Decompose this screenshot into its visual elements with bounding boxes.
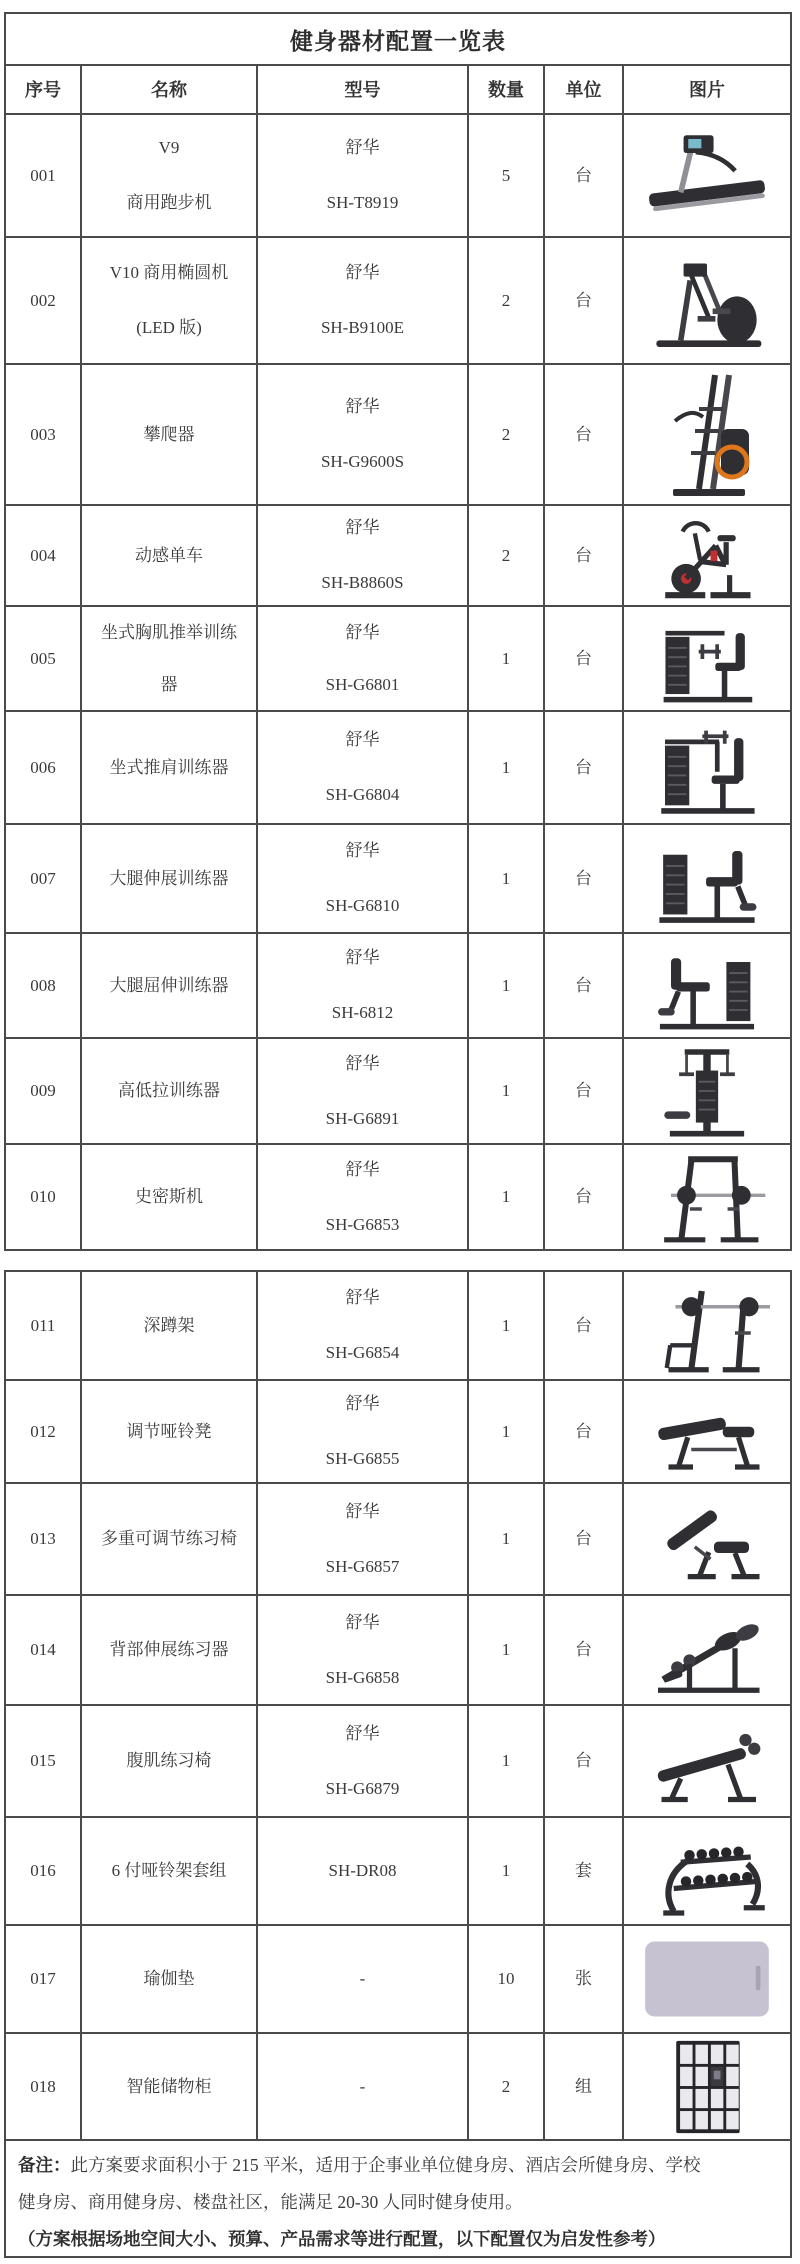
row-unit: 台 xyxy=(545,1145,624,1249)
name-line: 大腿屈伸训练器 xyxy=(109,975,229,995)
model-brand: 舒华 xyxy=(345,1394,380,1413)
row-model xyxy=(258,934,469,1037)
name-line: 多重可调节练习椅 xyxy=(101,1529,237,1548)
model-brand: 舒华 xyxy=(345,263,380,282)
table-row xyxy=(6,712,790,825)
table-row xyxy=(6,365,790,506)
row-name xyxy=(82,506,258,605)
row-quantity: 1 xyxy=(469,825,545,932)
table-row xyxy=(6,934,790,1039)
row-unit: 台 xyxy=(545,115,624,236)
name-line: V10 商用椭圆机 xyxy=(109,263,229,282)
row-serial: 007 xyxy=(6,825,82,932)
row-image-cell xyxy=(624,1039,790,1143)
row-model xyxy=(258,825,469,932)
name-line: 调节哑铃凳 xyxy=(126,1421,212,1441)
row-serial: 011 xyxy=(6,1272,82,1379)
model-brand: 舒华 xyxy=(345,1612,380,1632)
name-line: 背部伸展练习器 xyxy=(109,1640,229,1659)
model-brand: 舒华 xyxy=(345,138,380,157)
row-name xyxy=(82,2034,258,2139)
row-model xyxy=(258,1145,469,1249)
row-name xyxy=(82,1818,258,1924)
row-unit: 套 xyxy=(545,1818,624,1924)
notes-line-1 xyxy=(18,2147,778,2184)
header-image: 图片 xyxy=(689,79,725,100)
model-brand: 舒华 xyxy=(345,622,380,642)
name-line: 坐式推肩训练器 xyxy=(109,757,229,777)
row-model xyxy=(258,712,469,823)
row-serial: 015 xyxy=(6,1706,82,1816)
row-quantity: 1 xyxy=(469,1706,545,1816)
row-name xyxy=(82,934,258,1037)
table-row xyxy=(6,607,790,712)
row-model xyxy=(258,1926,469,2032)
name-line: 腹肌练习椅 xyxy=(126,1751,212,1770)
row-unit: 台 xyxy=(545,365,624,504)
row-quantity: 1 xyxy=(469,1484,545,1594)
row-image-cell xyxy=(624,934,790,1037)
climber-image xyxy=(637,369,777,501)
table-row xyxy=(6,1145,790,1249)
row-model xyxy=(258,365,469,504)
notes-text: 此方案要求面积小于 215 平米，适用于企事业单位健身房、酒店会所健身房、学校 xyxy=(70,2155,701,2175)
row-quantity: 10 xyxy=(469,1926,545,2032)
yoga-mat-image xyxy=(632,1930,782,2028)
row-serial: 003 xyxy=(6,365,82,504)
row-serial: 018 xyxy=(6,2034,82,2139)
row-serial: 012 xyxy=(6,1381,82,1482)
table-row xyxy=(6,1818,790,1926)
chest-press-machine-image xyxy=(637,611,777,707)
row-quantity: 1 xyxy=(469,1596,545,1704)
name-line: 史密斯机 xyxy=(135,1187,203,1206)
row-image-cell xyxy=(624,1926,790,2032)
notes-line-3: （方案根据场地空间大小、预算、产品需求等进行配置，以下配置仅为启发性参考） xyxy=(18,2229,666,2249)
table-row xyxy=(6,506,790,607)
row-unit: 台 xyxy=(545,934,624,1037)
row-image-cell xyxy=(624,1272,790,1379)
model-brand: 舒华 xyxy=(345,518,380,537)
model-brand: 舒华 xyxy=(345,397,380,416)
row-serial: 008 xyxy=(6,934,82,1037)
name-line: 深蹲架 xyxy=(143,1315,195,1335)
model-code: SH-G6853 xyxy=(325,1214,400,1234)
row-model xyxy=(258,1039,469,1143)
dumbbell-rack-image xyxy=(637,1821,777,1921)
notes-line-2: 健身房、商用健身房、楼盘社区，能满足 20-30 人同时健身使用。 xyxy=(18,2192,523,2212)
smart-locker-image xyxy=(647,2037,767,2137)
row-name xyxy=(82,607,258,710)
equipment-table xyxy=(4,12,792,2258)
row-unit: 台 xyxy=(545,238,624,363)
spin-bike-image xyxy=(637,509,777,603)
header-quantity: 数量 xyxy=(469,66,545,113)
name-line: 瑜伽垫 xyxy=(143,1969,195,1988)
row-unit: 台 xyxy=(545,1484,624,1594)
model-brand: 舒华 xyxy=(345,1159,380,1179)
row-quantity: 1 xyxy=(469,712,545,823)
treadmill-image xyxy=(632,126,782,226)
header-name: 名称 xyxy=(82,66,258,113)
leg-curl-machine-image xyxy=(637,938,777,1034)
row-unit: 台 xyxy=(545,1039,624,1143)
row-model xyxy=(258,115,469,236)
shoulder-press-machine-image xyxy=(637,717,777,819)
row-unit: 台 xyxy=(545,607,624,710)
row-model xyxy=(258,607,469,710)
row-quantity: 1 xyxy=(469,1272,545,1379)
row-unit: 台 xyxy=(545,825,624,932)
dumbbell-bench-image xyxy=(637,1386,777,1478)
row-serial: 001 xyxy=(6,115,82,236)
row-image-cell xyxy=(624,2034,790,2139)
row-quantity: 5 xyxy=(469,115,545,236)
row-quantity: 1 xyxy=(469,607,545,710)
row-model xyxy=(258,1484,469,1594)
row-quantity: 1 xyxy=(469,1039,545,1143)
model-brand: 舒华 xyxy=(345,1723,380,1743)
row-name xyxy=(82,1039,258,1143)
row-name xyxy=(82,1596,258,1704)
row-image-cell xyxy=(624,1381,790,1482)
row-image-cell xyxy=(624,506,790,605)
smith-machine-image xyxy=(637,1149,777,1245)
row-serial: 009 xyxy=(6,1039,82,1143)
back-extension-bench-image xyxy=(637,1600,777,1700)
row-image-cell xyxy=(624,712,790,823)
model-code: SH-G6804 xyxy=(325,785,400,804)
row-image-cell xyxy=(624,365,790,504)
row-image-cell xyxy=(624,1484,790,1594)
row-model xyxy=(258,506,469,605)
row-quantity: 2 xyxy=(469,2034,545,2139)
row-model xyxy=(258,1381,469,1482)
row-model xyxy=(258,1706,469,1816)
row-unit: 台 xyxy=(545,1596,624,1704)
model-code: SH-B9100E xyxy=(320,318,405,337)
table-section-1 xyxy=(4,12,792,1251)
row-serial: 010 xyxy=(6,1145,82,1249)
model-brand: 舒华 xyxy=(345,1501,380,1521)
row-name xyxy=(82,238,258,363)
row-image-cell xyxy=(624,1596,790,1704)
model-code: SH-G6857 xyxy=(325,1556,400,1576)
row-unit: 组 xyxy=(545,2034,624,2139)
model-brand: 舒华 xyxy=(345,730,380,749)
high-low-pulley-machine-image xyxy=(642,1042,772,1140)
leg-extension-machine-image xyxy=(637,830,777,928)
model-code: SH-G6855 xyxy=(325,1449,400,1468)
row-unit: 台 xyxy=(545,1706,624,1816)
row-model xyxy=(258,1596,469,1704)
table-row xyxy=(6,1039,790,1145)
row-image-cell xyxy=(624,115,790,236)
row-quantity: 2 xyxy=(469,365,545,504)
model-brand: 舒华 xyxy=(345,948,380,967)
name-line: 器 xyxy=(160,674,178,694)
table-row xyxy=(6,238,790,365)
table-section-gap xyxy=(4,1251,792,1270)
table-row xyxy=(6,1596,790,1706)
serial-text: 005 xyxy=(30,648,56,668)
row-serial: 014 xyxy=(6,1596,82,1704)
notes-label: 备注： xyxy=(18,2155,71,2175)
table-section-2 xyxy=(4,1270,792,2258)
row-name xyxy=(82,1484,258,1594)
table-row xyxy=(6,115,790,238)
notes-section xyxy=(6,2141,790,2256)
row-image-cell xyxy=(624,1818,790,1924)
row-serial: 004 xyxy=(6,506,82,605)
row-quantity: 2 xyxy=(469,506,545,605)
name-line: 智能储物柜 xyxy=(126,2076,212,2096)
row-name xyxy=(82,1706,258,1816)
page-title: 健身器材配置一览表 xyxy=(6,14,790,66)
row-quantity: 2 xyxy=(469,238,545,363)
header-unit: 单位 xyxy=(545,66,624,113)
row-serial: 006 xyxy=(6,712,82,823)
table-row xyxy=(6,1272,790,1381)
row-serial: 013 xyxy=(6,1484,82,1594)
name-line: (LED 版) xyxy=(136,318,202,337)
table-row xyxy=(6,1706,790,1818)
row-serial xyxy=(6,607,82,710)
model-code: - xyxy=(359,2076,366,2096)
row-name xyxy=(82,712,258,823)
name-line: 攀爬器 xyxy=(143,424,195,444)
table-row xyxy=(6,2034,790,2141)
table-row xyxy=(6,1484,790,1596)
row-name xyxy=(82,1272,258,1379)
model-code: - xyxy=(359,1969,366,1988)
row-model xyxy=(258,2034,469,2139)
row-model xyxy=(258,1818,469,1924)
table-header-row xyxy=(6,66,790,115)
model-code: SH-G6810 xyxy=(325,896,400,915)
row-unit: 台 xyxy=(545,712,624,823)
model-brand: 舒华 xyxy=(345,1288,380,1307)
model-brand: 舒华 xyxy=(345,841,380,860)
table-row xyxy=(6,825,790,934)
row-image-cell xyxy=(624,238,790,363)
table-row xyxy=(6,1926,790,2034)
name-line: 坐式胸肌推举训练 xyxy=(101,622,237,642)
model-code: SH-T8919 xyxy=(326,193,399,212)
row-unit: 张 xyxy=(545,1926,624,2032)
row-name xyxy=(82,1926,258,2032)
row-quantity: 1 xyxy=(469,934,545,1037)
name-line: 商用跑步机 xyxy=(126,193,212,212)
model-code: SH-G9600S xyxy=(320,452,405,471)
row-image-cell xyxy=(624,607,790,710)
row-quantity: 1 xyxy=(469,1818,545,1924)
row-image-cell xyxy=(624,1145,790,1249)
model-code: SH-G6854 xyxy=(325,1343,400,1362)
row-quantity: 1 xyxy=(469,1145,545,1249)
row-unit: 台 xyxy=(545,1272,624,1379)
model-code: SH-G6879 xyxy=(325,1778,400,1798)
name-line: 高低拉训练器 xyxy=(118,1081,220,1100)
row-name xyxy=(82,825,258,932)
adjustable-bench-image xyxy=(637,1488,777,1590)
row-model xyxy=(258,238,469,363)
ab-bench-image xyxy=(637,1711,777,1811)
row-model xyxy=(258,1272,469,1379)
row-image-cell xyxy=(624,825,790,932)
name-line: 动感单车 xyxy=(135,545,203,565)
elliptical-image xyxy=(632,247,782,355)
row-serial: 016 xyxy=(6,1818,82,1924)
model-code: SH-6812 xyxy=(331,1003,394,1022)
name-line: V9 xyxy=(158,138,180,157)
row-name xyxy=(82,365,258,504)
row-unit: 台 xyxy=(545,1381,624,1482)
model-code: SH-B8860S xyxy=(321,573,404,592)
row-name xyxy=(82,1381,258,1482)
header-serial: 序号 xyxy=(6,66,82,113)
squat-rack-image xyxy=(637,1276,777,1376)
row-serial: 002 xyxy=(6,238,82,363)
model-code: SH-G6801 xyxy=(325,674,400,694)
row-serial: 017 xyxy=(6,1926,82,2032)
row-image-cell xyxy=(624,1706,790,1816)
row-quantity: 1 xyxy=(469,1381,545,1482)
row-name xyxy=(82,115,258,236)
model-code: SH-DR08 xyxy=(328,1861,397,1880)
name-line: 6 付哑铃架套组 xyxy=(111,1861,227,1880)
model-code: SH-G6891 xyxy=(325,1108,400,1128)
header-model: 型号 xyxy=(258,66,469,113)
table-row xyxy=(6,1381,790,1484)
model-brand: 舒华 xyxy=(345,1053,380,1073)
model-code: SH-G6858 xyxy=(325,1667,400,1687)
name-line: 大腿伸展训练器 xyxy=(109,868,229,888)
row-name xyxy=(82,1145,258,1249)
row-unit: 台 xyxy=(545,506,624,605)
